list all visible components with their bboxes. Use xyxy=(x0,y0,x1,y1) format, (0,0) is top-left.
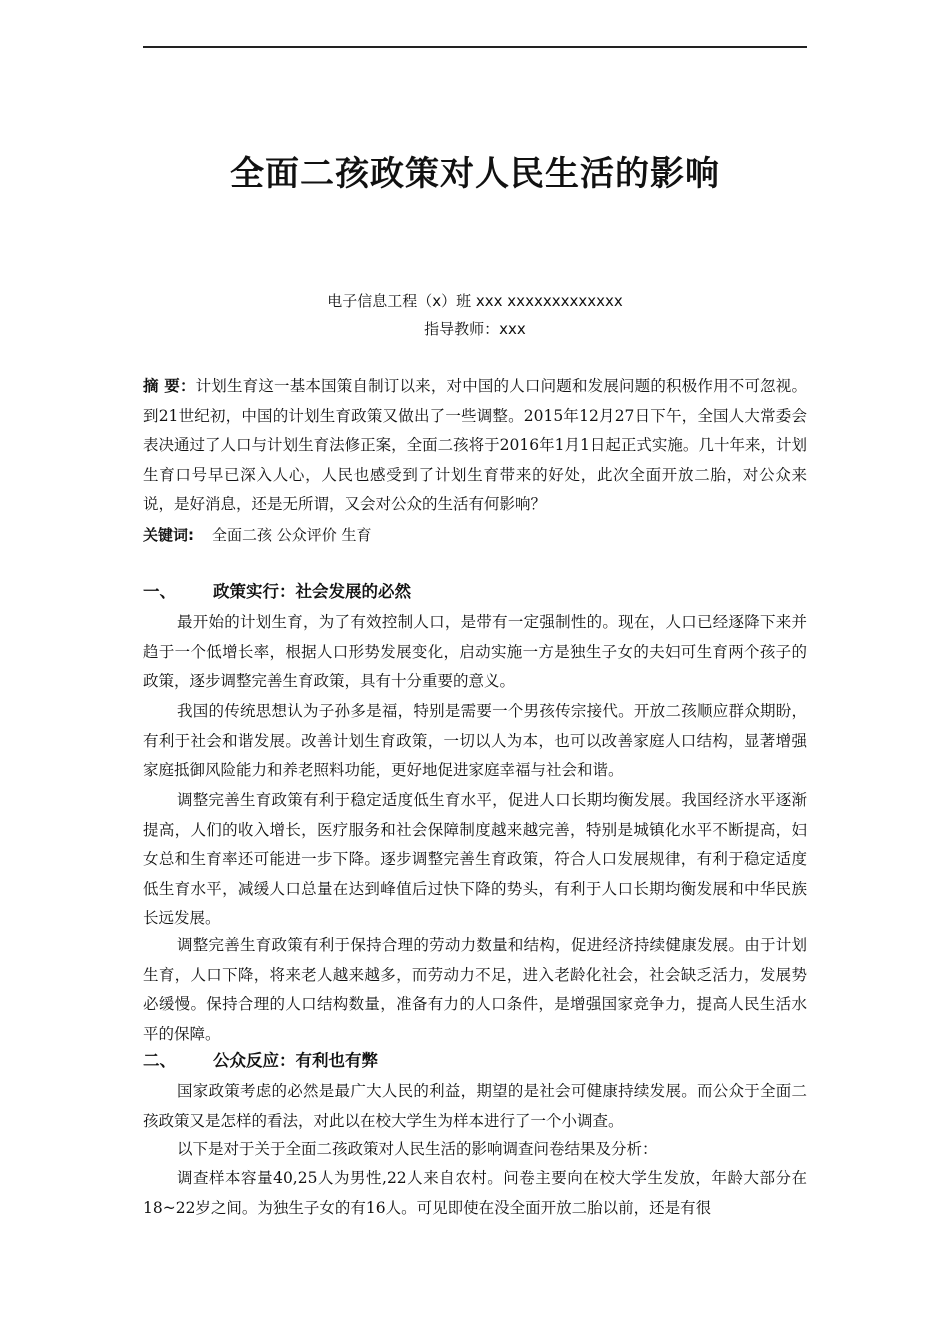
header-rule xyxy=(143,46,807,48)
advisor-line: 指导教师：xxx xyxy=(424,320,526,338)
section1-paragraph-3: 调整完善生育政策有利于稳定适度低生育水平，促进人口长期均衡发展。我国经济水平逐渐提高，人们的收入增长，医疗服务和社会保障制度越来越完善，特别是城镇化水平不断提高，妇女总和生育率还可能进一步下降。逐步调整完善生育政策，符合人口发展规律，有利于稳定适度低生育水平，减缓人口总量在达到峰值后过快下降的势头，有利于人口长期均衡发展和中华民族长远发展。 xyxy=(143,791,807,927)
section1-paragraph-2: 我国的传统思想认为子孙多是福，特别是需要一个男孩传宗接代。开放二孩顺应群众期盼，有利于社会和谐发展。改善计划生育政策，一切以人为本，也可以改善家庭人口结构，显著增强家庭抵御风险能力和养老照料功能，更好地促进家庭幸福与社会和谐。 xyxy=(143,702,807,779)
abstract-text: 计划生育这一基本国策自制订以来，对中国的人口问题和发展问题的积极作用不可忽视。到21世纪初，中国的计划生育政策又做出了一些调整。2015年12月27日下午，全国人大常委会表决通过了人口与计划生育法修正案，全面二孩将于2016年1月1日起正式实施。几十年来，计划生育口号早已深入人心，人民也感受到了计划生育带来的好处，此次全面开放二胎，对公众来说，是好消息，还是无所谓，又会对公众的生活有何影响？ xyxy=(143,377,807,513)
abstract-label: 摘 要： xyxy=(143,377,196,395)
section2-paragraph-1: 国家政策考虑的必然是最广大人民的利益，期望的是社会可健康持续发展。而公众于全面二孩政策又是怎样的看法，对此以在校大学生为样本进行了一个小调查。 xyxy=(143,1082,807,1130)
keywords xyxy=(143,521,807,549)
section2-title: 公众反应：有利也有弊 xyxy=(213,1051,378,1070)
keywords-text: 全面二孩 公众评价 生育 xyxy=(212,526,372,544)
section2-number: 二、 xyxy=(143,1051,176,1070)
section1-heading xyxy=(143,578,807,606)
abstract xyxy=(143,372,807,520)
author-line: 电子信息工程（x）班 xxx xxxxxxxxxxxxx xyxy=(327,292,623,310)
keywords-label: 关键词: xyxy=(143,526,194,544)
section1-title: 政策实行：社会发展的必然 xyxy=(213,582,411,601)
document-title: 全面二孩政策对人民生活的影响 xyxy=(230,154,720,194)
section1-paragraph-1: 最开始的计划生育，为了有效控制人口，是带有一定强制性的。现在，人口已经逐降下来并趋于一个低增长率，根据人口形势发展变化，启动实施一方是独生子女的夫妇可生育两个孩子的政策，逐步调整完善生育政策，具有十分重要的意义。 xyxy=(143,613,807,690)
section1-number: 一、 xyxy=(143,582,176,601)
section2-paragraph-2: 以下是对于关于全面二孩政策对人民生活的影响调查问卷结果及分析： xyxy=(177,1140,658,1158)
section1-paragraph-4: 调整完善生育政策有利于保持合理的劳动力数量和结构，促进经济持续健康发展。由于计划生育，人口下降，将来老人越来越多，而劳动力不足，进入老龄化社会，社会缺乏活力，发展势必缓慢。保持合理的人口结构数量，准备有力的人口条件，是增强国家竞争力，提高人民生活水平的保障。 xyxy=(143,936,807,1043)
section2-paragraph-3: 调查样本容量40,25人为男性,22人来自农村。问卷主要向在校大学生发放，年龄大部分在18~22岁之间。为独生子女的有16人。可见即使在没全面开放二胎以前，还是有很 xyxy=(143,1169,807,1217)
section2-heading xyxy=(143,1047,807,1075)
